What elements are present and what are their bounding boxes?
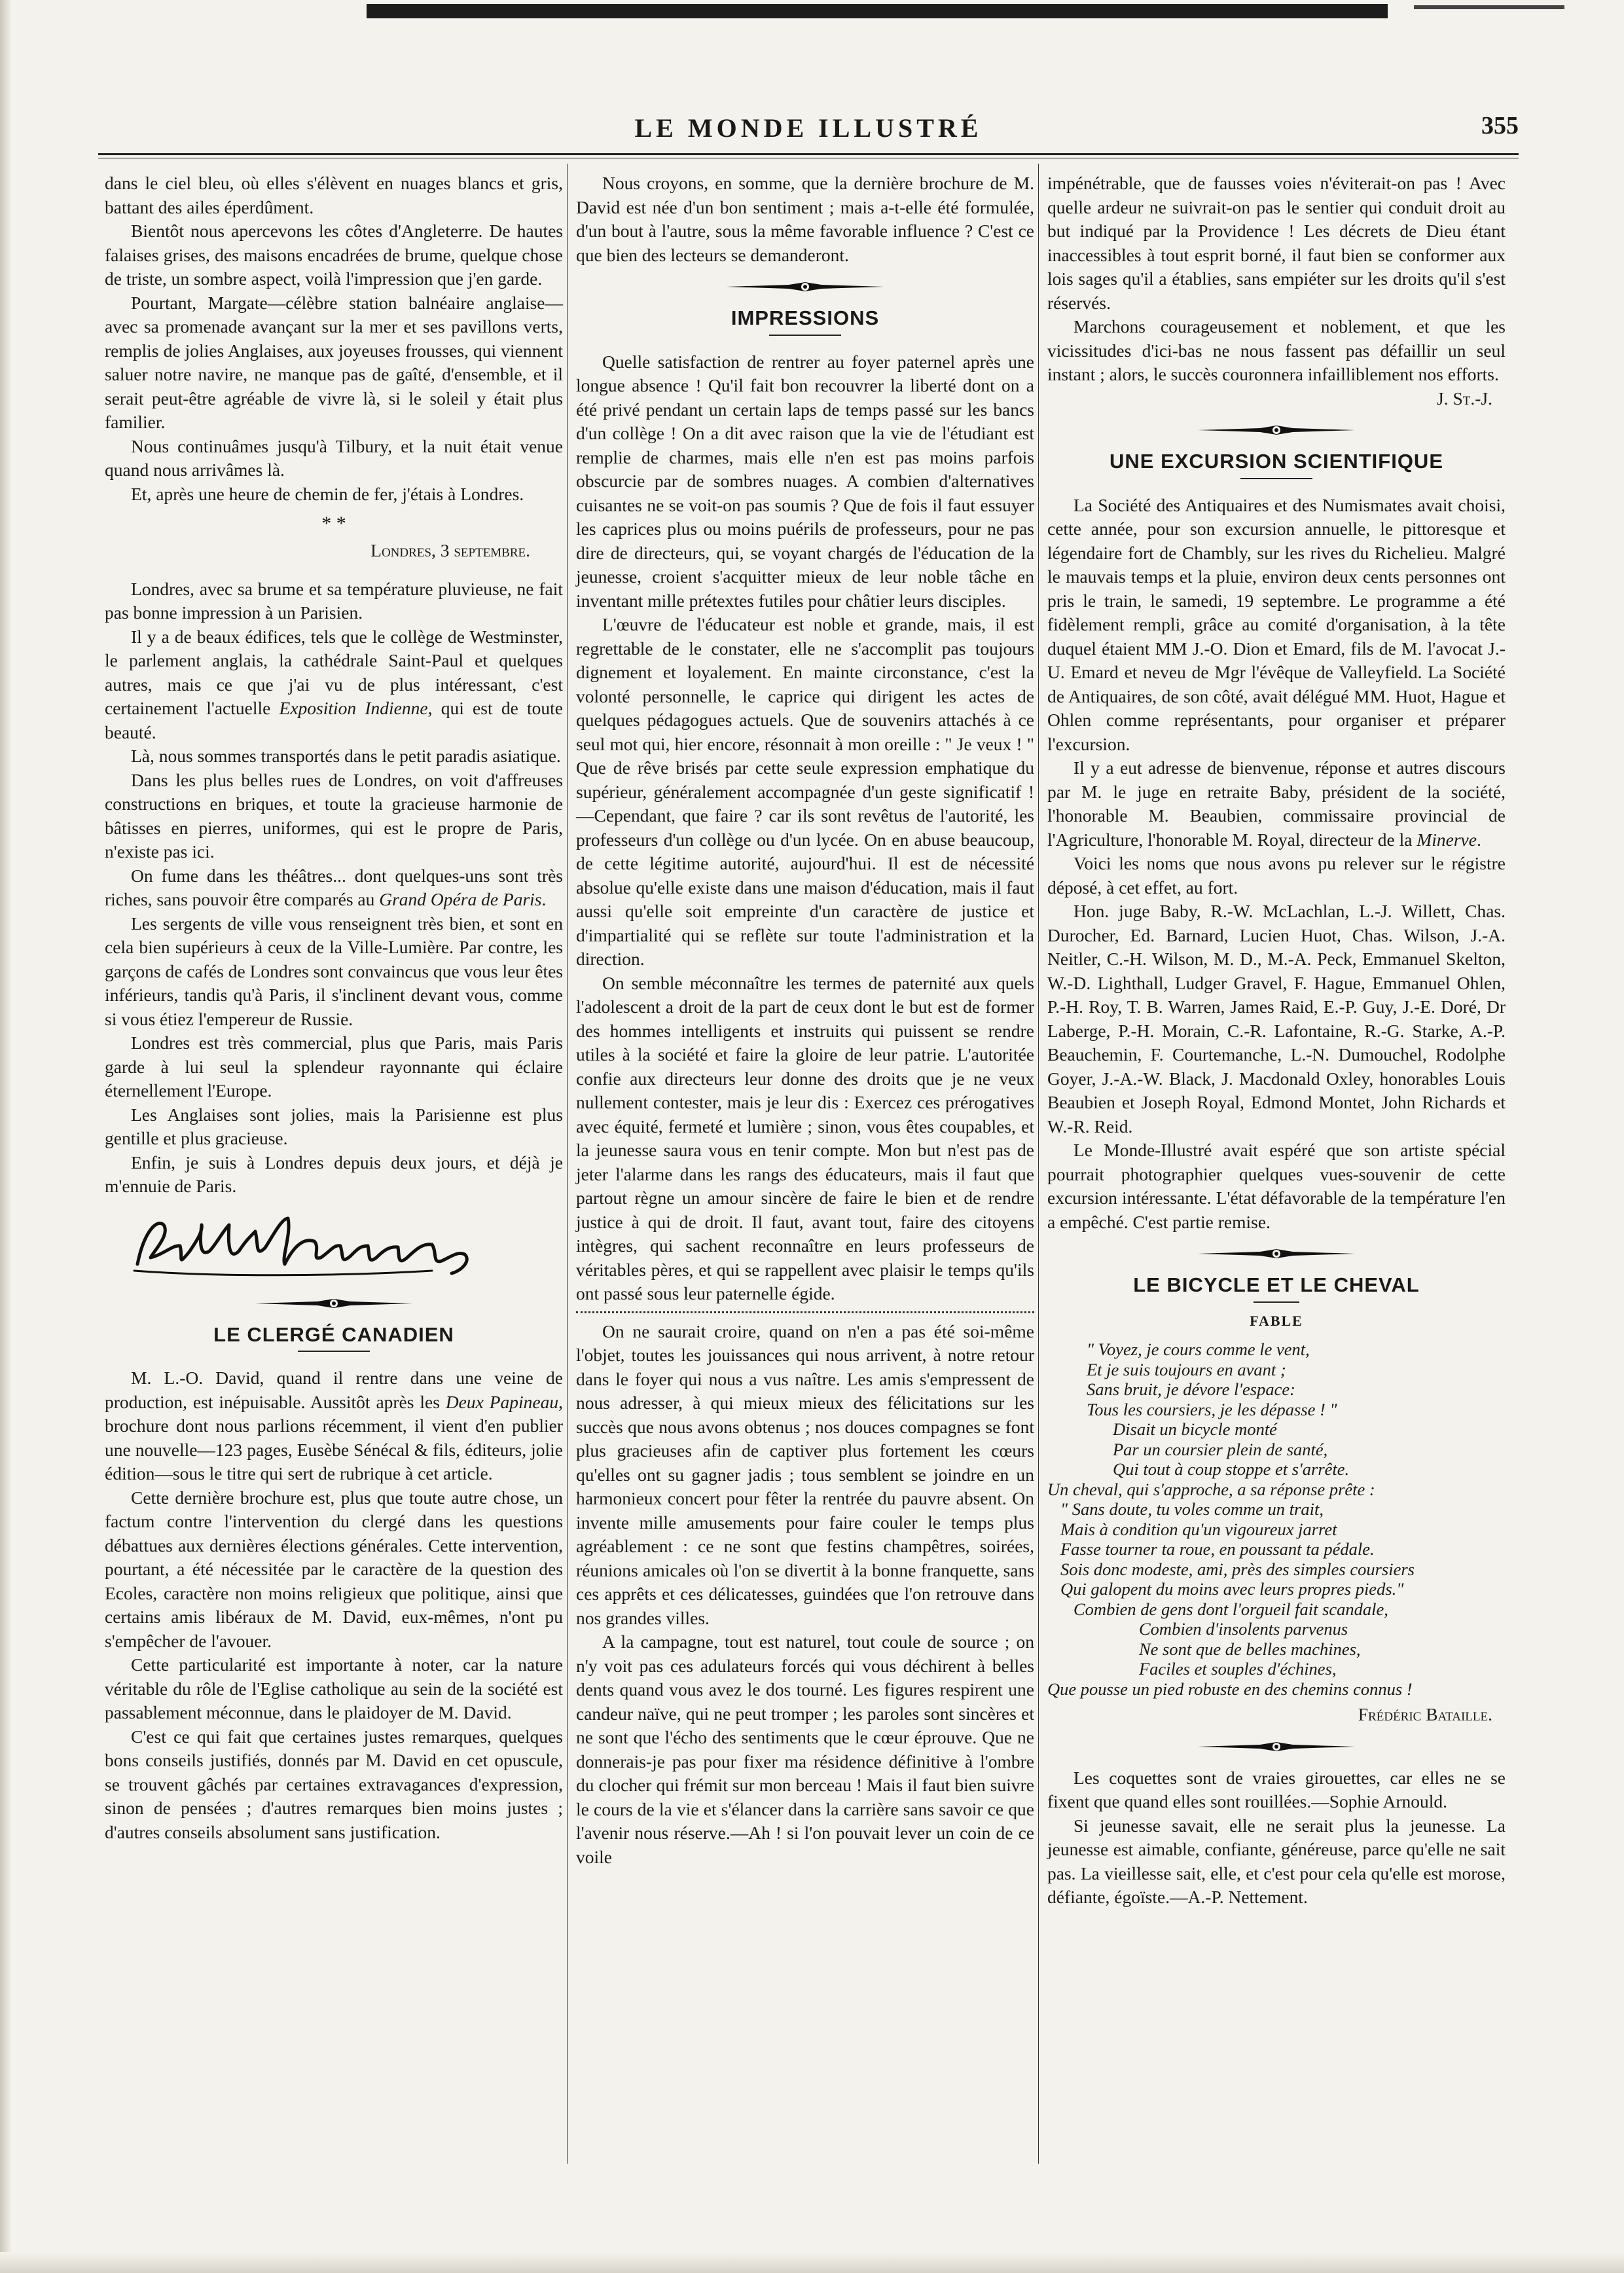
text-run: Il y a de beaux édifices, tels que le collège de Westminster, le parlement anglais, la cathédrale Saint-Paul et quelques autres, mais ce que j'ai vu de plus intéressant, c'est certainement l'actuelle bbox=[105, 626, 563, 718]
poem-line: Tous les coursiers, je les dépasse ! " bbox=[1087, 1399, 1337, 1419]
paragraph: Le Monde-Illustré avait espéré que son artiste spécial pourrait photographier quelques vues-souvenir de cette excursion intéressante. L'état défavorable de la température l'en a empêché. C'est partie remise. bbox=[1047, 1140, 1506, 1232]
handwritten-signature bbox=[124, 1205, 491, 1284]
paragraph: Pourtant, Margate—célèbre station balnéaire anglaise—avec sa promenade avançant sur la mer et ses pavillons verts, remplis de jolies Anglaises, aux joyeuses frousses, qui viennent saluer notre navire, ne manque pas de gaîté, d'ensemble, et il serait peut-être agréable de vivre là, si le soleil y était plus familier. bbox=[105, 292, 563, 432]
left-scan-edge bbox=[0, 0, 12, 2273]
italic-title: Deux Papineau bbox=[445, 1391, 559, 1412]
column-divider-2 bbox=[1038, 164, 1039, 2164]
paragraph: Cette dernière brochure est, plus que toute autre chose, un factum contre l'intervention du clergé dans les questions débattues aux dernières élections générales. Cette intervention, pourtant, a été nécessitée par le caractère de la question des Ecoles, caractère non moins religieux que politique, ainsi que certains amis libéraux de M. David, eux-mêmes, n'ont pu s'empêcher de l'avouer. bbox=[105, 1487, 563, 1651]
paragraph: On semble méconnaître les termes de paternité aux quels l'adolescent a droit de la part de ceux dont le but est de former des hommes intelligents et instruits qui puissent se rendre utiles à la société et faire la gloire de leur patrie. L'autoritée confie aux directeurs leur donne des droits que je ne veux nullement contester, mais je leur dis : Exercez ces prérogatives avec équité, fermeté et lumière ; sinon, vous êtes coupables, et la jeunesse saura vous en tenir compte. Mon but n'est pas de jeter l'alarme dans les rangs des éducateurs, mais il faut que partout règne un amour sincère de faire le bien et de rendre justice à qui de droit. Il faut, avant tout, faire des citoyens intègres, qui sachent reconnaître en leurs professeurs de véritables pères, et qui se rappellent avec plaisir le temps qu'ils ont passé sous leur paternelle égide. bbox=[576, 972, 1034, 1303]
poem-line: Par un coursier plein de santé, bbox=[1113, 1439, 1328, 1459]
poem-subtitle: FABLE bbox=[1250, 1312, 1303, 1329]
heading-rule bbox=[769, 335, 841, 336]
paragraph bbox=[105, 1366, 563, 1486]
paragraph: Les sergents de ville vous renseignent très bien, et sont en cela bien supérieurs à ceux de la Ville-Lumière. Par contre, les garçons de cafés de Londres sont convaincus que vous leur êtes inférieurs, tandis qu'à Paris, il s'inclinent devant vous, comme si vous étiez l'empereur de Russie. bbox=[105, 913, 563, 1029]
italic-title: Minerve bbox=[1416, 829, 1477, 850]
section-fleuron bbox=[255, 1297, 412, 1310]
paragraph: Cette particularité est importante à noter, car la nature véritable du rôle de l'Eglise catholique au sein de la société est passablement méconnue, dans le plaidoyer de M. David. bbox=[105, 1654, 563, 1722]
poem-line: Qui tout à coup stoppe et s'arrête. bbox=[1113, 1459, 1350, 1479]
text-run: . bbox=[1476, 829, 1481, 850]
author-signature: J. St.-J. bbox=[1437, 388, 1492, 409]
section-fleuron bbox=[1198, 1740, 1355, 1753]
section-heading: LE CLERGÉ CANADIEN bbox=[213, 1322, 454, 1346]
paragraph: Dans les plus belles rues de Londres, on voit d'affreuses constructions en briques, et toute la gracieuse harmonie de bâtisses en pierres, uniformes, qui est le propre de Paris, n'existe pas ici. bbox=[105, 769, 563, 862]
paragraph: Là, nous sommes transportés dans le petit paradis asiatique. bbox=[131, 746, 561, 766]
paragraph: On ne saurait croire, quand on n'en a pas été soi-même l'objet, toutes les jouissances qui nous arrivent, à notre retour dans le foyer qui nous a vus naître. Les amis s'empressent de nous adresser, à qui mieux mieux des félicitations sur les succès que nous avons obtenus ; nos douces compagnes se font plus gracieuses afin de captiver plus fortement les cœurs qu'elles ont su gagner jadis ; tous semblent se joindre en un harmonieux concert pour fêter la rentrée du pauvre absent. On invente mille amusements pour faire couler le temps plus agréablement : ce ne sont que festins champêtres, soirées, réunions amicales où l'on se divertit à la bonne franquette, sans ces apprêts et ces délicatesses, guindées que l'on retrouve dans nos grandes villes. bbox=[576, 1320, 1034, 1628]
fable-poem bbox=[1047, 1339, 1506, 1699]
section-stars: * * bbox=[321, 513, 346, 534]
poem-line: Qui galopent du moins avec leurs propres pieds." bbox=[1060, 1579, 1404, 1599]
dateline: Londres, 3 septembre. bbox=[370, 540, 530, 560]
poem-line: Ne sont que de belles machines, bbox=[1139, 1639, 1361, 1659]
section-fleuron bbox=[1198, 424, 1355, 437]
text-run: Il y a eut adresse de bienvenue, réponse et autres discours par M. le juge en retraite Baby, président de la société, l'honorable M. Beaubien, commissaire provincial de l'Agriculture, l'honorable M. Royal, directeur de la bbox=[1047, 757, 1506, 850]
bottom-scan-edge bbox=[0, 2252, 1624, 2273]
poem-line: Sans bruit, je dévore l'espace: bbox=[1087, 1379, 1295, 1399]
paragraph: Hon. juge Baby, R.-W. McLachlan, L.-J. Willett, Chas. Durocher, Ed. Barnard, Lucien Huot, Chas. Wilson, J.-A. Neitler, C.-H. Wilson, M. D., M.-A. Peck, Emmanuel Skelton, W.-D. Lighthall, Ludger Gravel, F. Hague, Emmanuel Ohlen, P.-H. Roy, T. B. Warren, James Raid, E.-P. Guy, J.-E. Doré, Dr Laberge, P.-H. Morain, C.-R. Lafontaine, R.-G. Starke, A.-P. Beauchemin, F. Courtemanche, L.-N. Dumouchel, Rodolphe Goyer, J.-A.-W. Black, J. Macdonald Oxley, honorables Louis Beaubien et Joseph Royal, Edmond Montet, John Richards et W.-R. Reid. bbox=[1047, 901, 1506, 1136]
paragraph: Londres, avec sa brume et sa température pluvieuse, ne fait pas bonne impression à un Parisien. bbox=[105, 578, 563, 623]
text-run: , qui est de toute beauté. bbox=[105, 698, 563, 742]
poem-line: Combien de gens dont l'orgueil fait scandale, bbox=[1074, 1599, 1388, 1619]
paragraph bbox=[105, 625, 563, 745]
paragraph: La Société des Antiquaires et des Numismates avait choisi, cette année, pour son excursion annuelle, le pittoresque et légendaire fort de Chambly, sur les rives du Richelieu. Malgré le mauvais temps et la pluie, environ deux cents personnes ont pris le train, le samedi, 19 septembre. Le programme a été fidèlement rempli, grâce au comité d'organisation, à la tête duquel étaient MM J.-O. Dion et Emard, fils de M. l'avocat J.-U. Emard et neveu de Mgr l'évêque de Valleyfield. La Société de Antiquaires, de son côté, avait délégué MM. Huot, Hague et Ohlen comme représentants, pour organiser et préparer l'excursion. bbox=[1047, 494, 1506, 754]
poem-line: Disait un bicycle monté bbox=[1113, 1419, 1277, 1439]
heading-rule bbox=[1254, 1301, 1299, 1303]
section-fleuron bbox=[727, 280, 884, 293]
paragraph: Si jeunesse savait, elle ne serait plus la jeunesse. La jeunesse est aimable, confiante, généreuse, parce qu'elle ne sait pas. La vieillesse sait, elle, et c'est pour cela qu'elle est morose, défiante, égoïste.—A.-P. Nettement. bbox=[1047, 1815, 1506, 1907]
poem-line: Que pousse un pied robuste en des chemins connus ! bbox=[1047, 1679, 1413, 1699]
page-header bbox=[98, 105, 1519, 151]
paragraph: impénétrable, que de fausses voies n'éviterait-on pas ! Avec quelle ardeur ne suivrait-on pas le sentier qui conduit droit au but indiqué par la Providence ! Les décrets de Dieu étant inaccessibles à tout esprit borné, il faut bien se conformer aux lois sages qu'il a établies, sans empiéter sur les droits qu'il s'est réservés. bbox=[1047, 173, 1506, 313]
section-heading: UNE EXCURSION SCIENTIFIQUE bbox=[1110, 450, 1443, 473]
column-2 bbox=[576, 172, 1034, 1869]
paragraph: dans le ciel bleu, où elles s'élèvent en nuages blancs et gris, battant des ailes éperdûment. bbox=[105, 173, 563, 217]
section-heading: LE BICYCLE ET LE CHEVAL bbox=[1133, 1273, 1420, 1296]
poem-line: " Sans doute, tu voles comme un trait, bbox=[1060, 1499, 1324, 1519]
paragraph: Marchons courageusement et noblement, et que les vicissitudes d'ici-bas ne nous fassent pas défaillir un seul instant ; alors, le succès couronnera infailliblement nos efforts. bbox=[1047, 316, 1506, 384]
column-divider-1 bbox=[567, 164, 568, 2164]
paragraph: Voici les noms que nous avons pu relever sur le régistre déposé, à cet effet, au fort. bbox=[1047, 853, 1506, 898]
paragraph: Londres est très commercial, plus que Paris, mais Paris garde à lui seul la splendeur rayonnante qui éclaire éternellement l'Europe. bbox=[105, 1032, 563, 1100]
poem-author: Frédéric Bataille. bbox=[1358, 1704, 1492, 1724]
heading-rule bbox=[298, 1351, 370, 1352]
masthead: LE MONDE ILLUSTRÉ bbox=[634, 113, 983, 143]
paragraph: A la campagne, tout est naturel, tout coule de source ; on n'y voit pas ces adulateurs forcés qui vous déchirent à belles dents quand vous avez le dos tourné. Les figures respirent une candeur naïve, qui ne peut tromper ; les paroles sont sincères et ne sont que l'écho des sentiments que le cœur éprouve. Que ne donnerais-je pas pour fixer ma résidence définitive à l'ombre du clocher qui frémit sur mon berceau ! Mais il faut bien suivre le cours de la vie et s'élancer dans la carrière sans savoir ce que l'avenir nous réserve.—Ah ! si l'on pouvait lever un coin de ce voile bbox=[576, 1631, 1034, 1867]
text-run: , brochure dont nous parlions récemment, il vient d'en publier une nouvelle—123 pages, Eusèbe Sénécal & fils, éditeurs, jolie édition—sous le titre qui sert de rubrique à cet article. bbox=[105, 1391, 564, 1483]
paragraph: Nous croyons, en somme, que la dernière brochure de M. David est née d'un bon sentiment ; mais a-t-elle été formulée, d'un bout à l'autre, sous la même favorable influence ? C'est ce que bien des lecteurs se demanderont. bbox=[576, 173, 1034, 265]
page-number: 355 bbox=[1481, 112, 1519, 139]
paragraph bbox=[105, 864, 563, 912]
paragraph: Les Anglaises sont jolies, mais la Parisienne est plus gentille et plus gracieuse. bbox=[105, 1104, 563, 1148]
poem-line: Faciles et souples d'échines, bbox=[1139, 1659, 1337, 1679]
italic-title: Exposition Indienne bbox=[279, 698, 428, 718]
paragraph: L'œuvre de l'éducateur est noble et grande, mais, il est regrettable de le constater, elle ne s'accomplit pas toujours dignement et loyalement. En mainte circonstance, c'est la volonté personnelle, le caprice qui dirigent les actes de quelques pédagogues actuels. Que de souvenirs attachés à ce seul mot qui, hier encore, résonnait à mon oreille : " Je veux ! " Que de rêve brisés par cette seule expression emphatique du supérieur, généralement accompagnée d'un geste significatif !—Cependant, que faire ? car ils sont revêtus de l'autorité, les professeurs d'un collège ou d'un lycée. On en abuse beaucoup, de cette légitime autorité, aujourd'hui. Il est de nécessité absolue qu'elle existe dans une maison d'éducation, mais il faut aussi qu'elle soit empreinte d'un caractère de justice et d'impartialité qui se reflète sur toute l'administration et la direction. bbox=[576, 614, 1034, 969]
poem-line: " Voyez, je cours comme le vent, bbox=[1087, 1339, 1310, 1359]
text-run: . bbox=[541, 889, 547, 909]
paragraph: Nous continuâmes jusqu'à Tilbury, et la nuit était venue quand nous arrivâmes là. bbox=[105, 435, 563, 480]
section-fleuron bbox=[1198, 1247, 1355, 1260]
paragraph bbox=[1047, 756, 1506, 852]
italic-title: Grand Opéra de Paris bbox=[379, 889, 542, 909]
column-3 bbox=[1047, 172, 1506, 1910]
paragraph: Enfin, je suis à Londres depuis deux jours, et déjà je m'ennuie de Paris. bbox=[105, 1152, 563, 1196]
poem-line: Un cheval, qui s'approche, a sa réponse prête : bbox=[1047, 1479, 1375, 1499]
paragraph: Quelle satisfaction de rentrer au foyer paternel après une longue absence ! Qu'il fait bon recouvrer la liberté dont on a été privé pendant un certain laps de temps passé sur les bancs d'un collège ! On a dit avec raison que la vie de l'étudiant est remplie de charmes, mais elle n'en est pas moins parfois obscurcie par de sombres nuages. A combien d'alternatives cuisantes ne se voit-on pas soumis ? Que de fois il faut essuyer les caprices plus ou moins puérils de professeurs, pour ne pas dire de directeurs, qui, se voyant chargés de l'éducation de la jeunesse, croient s'acquitter mieux de leur noble tâche en inventant mille prétextes futiles pour châtier leurs disciples. bbox=[576, 351, 1034, 611]
poem-line: Et je suis toujours en avant ; bbox=[1087, 1359, 1286, 1379]
poem-line: Combien d'insolents parvenus bbox=[1139, 1619, 1348, 1639]
poem-line: Sois donc modeste, ami, près des simples coursiers bbox=[1060, 1559, 1415, 1579]
heading-rule bbox=[1240, 478, 1312, 479]
top-scan-bar-small bbox=[1414, 5, 1564, 9]
dotted-separator bbox=[576, 1311, 1034, 1313]
column-1 bbox=[105, 172, 563, 1844]
poem-line: Fasse tourner ta roue, en poussant ta pédale. bbox=[1060, 1539, 1375, 1559]
top-scan-bar bbox=[367, 4, 1388, 18]
paragraph: C'est ce qui fait que certaines justes remarques, quelques bons conseils justifiés, donnés par M. David en cet opuscule, se trouvent gâchés par certaines extravagances d'expression, sinon de pensées ; d'autres remarques bien moins justes ; d'autres conseils absolument sans justification. bbox=[105, 1726, 563, 1842]
text-run: On fume dans les théâtres... dont quelques-uns sont très riches, sans pouvoir être comparés au bbox=[105, 865, 563, 909]
header-rule bbox=[98, 153, 1519, 155]
poem-line: Mais à condition qu'un vigoureux jarret bbox=[1060, 1519, 1337, 1539]
paragraph: Bientôt nous apercevons les côtes d'Angleterre. De hautes falaises grises, des maisons encadrées de brume, quelque chose de triste, un sombre aspect, voilà l'impression que j'en garde. bbox=[105, 221, 563, 289]
text-run: M. L.-O. David, quand il rentre dans une veine de production, est inépuisable. Aussitôt après les bbox=[105, 1368, 563, 1412]
paragraph: Et, après une heure de chemin de fer, j'étais à Londres. bbox=[131, 483, 524, 504]
section-heading: IMPRESSIONS bbox=[731, 306, 880, 329]
paragraph: Les coquettes sont de vraies girouettes, car elles ne se fixent que quand elles sont rouillées.—Sophie Arnould. bbox=[1047, 1767, 1506, 1811]
